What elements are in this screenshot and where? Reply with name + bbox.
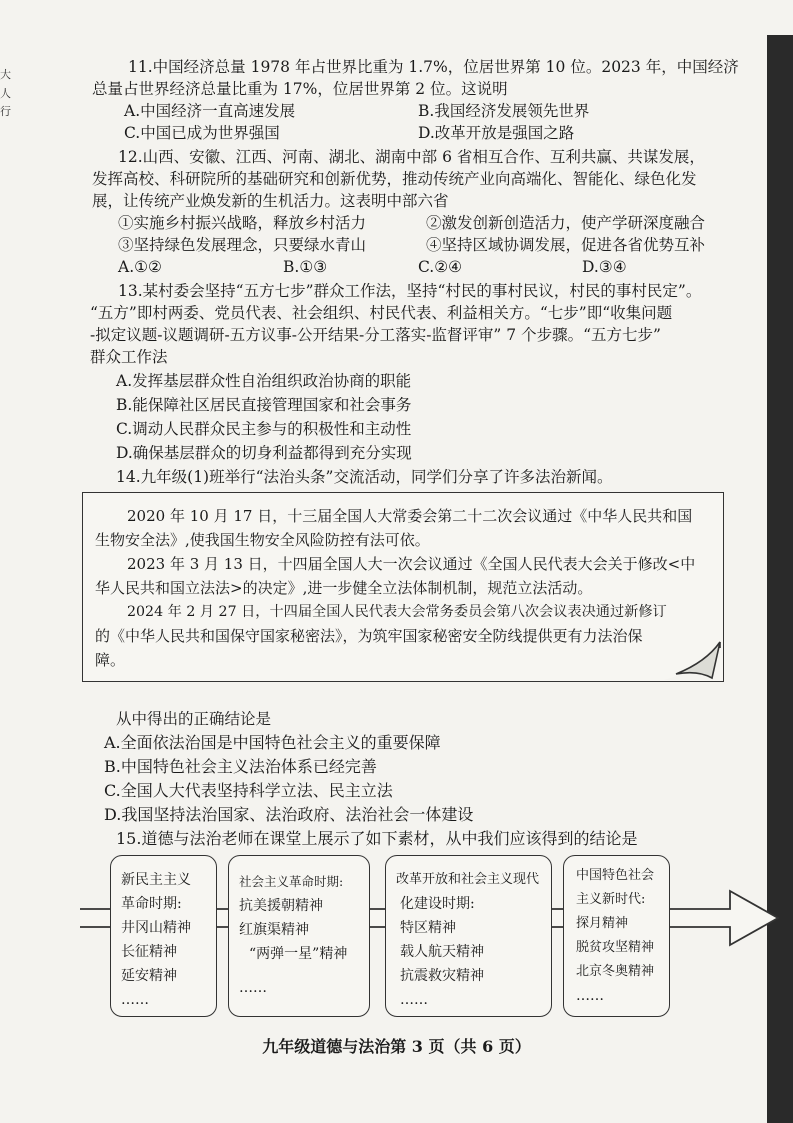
q11-option-c: C.中国已成为世界强国: [124, 124, 280, 142]
q12-option-d: D.③④: [582, 258, 627, 276]
q12-item-4: ④坚持区域协调发展，促进各省优势互补: [426, 236, 706, 254]
q13-option-a: A.发挥基层群众性自治组织政治协商的职能: [116, 372, 412, 390]
q12-item-3: ③坚持绿色发展理念，只要绿水青山: [118, 236, 367, 254]
q15-stem: 15.道德与法治老师在课堂上展示了如下素材，从中我们应该得到的结论是: [116, 829, 638, 848]
page-footer: 九年级道德与法治第 3 页（共 6 页）: [262, 1037, 531, 1056]
news-2-line-2: 华人民共和国立法法>的决定》,进一步健全立法体制机制，规范立法活动。: [95, 579, 593, 597]
q12-option-b: B.①③: [283, 258, 328, 276]
q13-stem-line-3: -拟定议题-议题调研-五方议事-公开结果-分工落实-监督评审” 7 个步骤。“五方七步”: [90, 326, 661, 344]
card-line: 改革开放和社会主义现代: [396, 872, 540, 887]
card-line: 化建设时期:: [400, 896, 475, 912]
q11-stem-line-2: 总量占世界经济总量比重为 17%，位居世界第 2 位。这说明: [92, 80, 508, 98]
card-line: 特区精神: [400, 920, 456, 936]
q12-stem-line-2: 发挥高校、科研院所的基础研究和创新优势，推动传统产业向高端化、智能化、绿色化发: [92, 170, 697, 188]
card-line: 延安精神: [121, 968, 177, 984]
q14-option-a: A.全面依法治国是中国特色社会主义的重要保障: [104, 733, 441, 752]
era-card-new-era: [563, 855, 670, 1017]
news-2-line-1: 2023 年 3 月 13 日，十四届全国人大一次会议通过《全国人民代表大会关于修改<中: [127, 555, 696, 573]
era-card-socialist-revolution: [228, 855, 370, 1017]
card-line: 井冈山精神: [121, 920, 191, 936]
era-card-new-democratic: [110, 855, 217, 1017]
q11-option-d: D.改革开放是强国之路: [418, 124, 575, 142]
q12-option-c: C.②④: [418, 258, 463, 276]
q13-stem-line-2: “五方”即村两委、党员代表、社会组织、村民代表、利益相关方。“七步”即“收集问题: [90, 304, 673, 322]
q12-option-a: A.①②: [118, 258, 162, 276]
q14-stem: 14.九年级(1)班举行“法治头条”交流活动，同学们分享了许多法治新闻。: [116, 468, 613, 486]
q11-option-b: B.我国经济发展领先世界: [418, 102, 590, 120]
card-line: 社会主义革命时期:: [239, 874, 344, 889]
q14-option-c: C.全国人大代表坚持科学立法、民主立法: [104, 781, 393, 800]
card-line: 革命时期:: [121, 896, 182, 912]
margin-mark: 行: [0, 105, 11, 119]
card-line: 中国特色社会: [576, 868, 655, 883]
card-line: 脱贫攻坚精神: [576, 940, 655, 955]
news-3-line-3: 障。: [95, 651, 126, 669]
news-1-line-2: 生物安全法》,使我国生物安全风险防控有法可依。: [95, 531, 430, 549]
q14-option-b: B.中国特色社会主义法治体系已经完善: [104, 757, 377, 776]
news-3-line-2: 的《中华人民共和国保守国家秘密法》，为筑牢国家秘密安全防线提供更有力法治保: [95, 627, 643, 645]
q13-stem-line-1: 13.某村委会坚持“五方七步”群众工作法，坚持“村民的事村民议，村民的事村民定”。: [118, 282, 702, 300]
q13-stem-line-4: 群众工作法: [90, 348, 168, 366]
q12-item-1: ①实施乡村振兴战略，释放乡村活力: [118, 214, 367, 232]
q13-option-d: D.确保基层群众的切身利益都得到充分实现: [116, 444, 412, 462]
card-line: 新民主主义: [121, 872, 191, 888]
q13-option-b: B.能保障社区居民直接管理国家和社会事务: [116, 396, 412, 414]
card-line: ……: [121, 992, 149, 1008]
card-line: 红旗渠精神: [239, 922, 309, 938]
card-line: 北京冬奥精神: [576, 964, 655, 979]
card-line: 长征精神: [121, 944, 177, 960]
q13-option-c: C.调动人民群众民主参与的积极性和主动性: [116, 420, 412, 438]
q12-stem-line-1: 12.山西、安徽、江西、河南、湖北、湖南中部 6 省相互合作、互利共赢、共谋发展，: [118, 148, 705, 166]
margin-mark: 大: [0, 68, 11, 81]
q14-option-d: D.我国坚持法治国家、法治政府、法治社会一体建设: [104, 805, 474, 824]
card-line: ……: [576, 988, 604, 1004]
era-card-reform-opening: [385, 855, 552, 1017]
card-line: “两弹一星”精神: [249, 946, 348, 962]
card-line: ……: [239, 980, 267, 996]
page-curl-icon: [662, 640, 724, 684]
q11-stem-line-1: 11.中国经济总量 1978 年占世界比重为 1.7%，位居世界第 10 位。2023 年，中国经济: [128, 58, 739, 76]
news-3-line-1: 2024 年 2 月 27 日，十四届全国人民代表大会常务委员会第八次会议表决通过新修订: [127, 604, 667, 620]
q14-news-box: [82, 492, 724, 682]
card-line: 探月精神: [576, 916, 629, 931]
margin-mark: 人: [0, 86, 11, 100]
q12-item-2: ②激发创新创造活力，使产学研深度融合: [426, 214, 706, 232]
card-line: 抗美援朝精神: [239, 898, 323, 914]
card-line: 载人航天精神: [400, 944, 484, 960]
card-line: 抗震救灾精神: [400, 968, 484, 984]
card-line: 主义新时代:: [576, 892, 646, 907]
q12-stem-line-3: 展，让传统产业焕发新的生机活力。这表明中部六省: [92, 192, 449, 210]
q14-lead: 从中得出的正确结论是: [116, 710, 272, 728]
q11-option-a: A.中国经济一直高速发展: [124, 102, 296, 120]
news-1-line-1: 2020 年 10 月 17 日，十三届全国人大常委会第二十二次会议通过《中华人民共和国: [127, 507, 693, 525]
card-line: ……: [400, 992, 428, 1008]
